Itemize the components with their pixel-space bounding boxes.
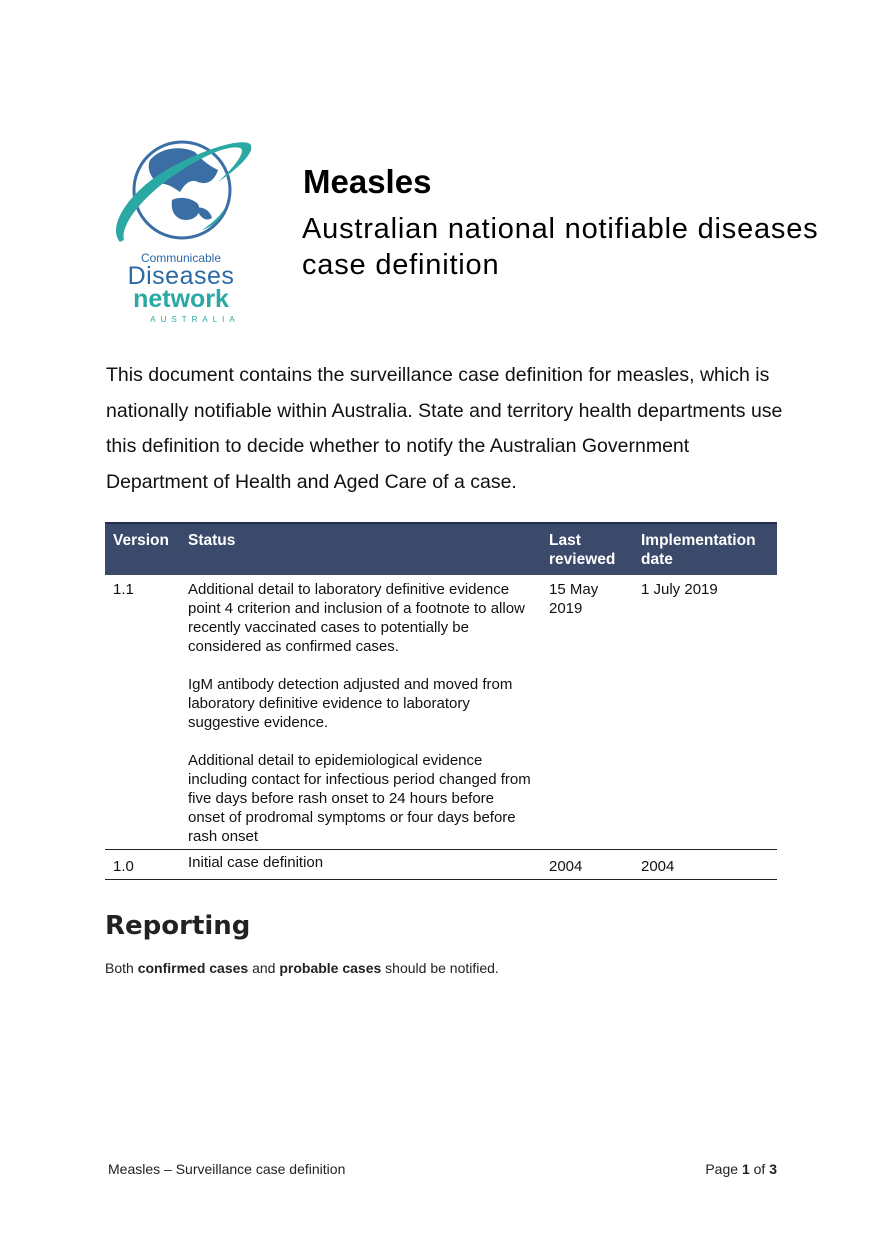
footer-page-number: [705, 1161, 777, 1177]
reporting-text-mid: and: [248, 960, 280, 976]
cell-status: Initial case definition: [180, 850, 541, 880]
header-last-reviewed: Last reviewed: [541, 523, 633, 575]
status-paragraph: Additional detail to epidemiological evidence including contact for infectious period changed from five days before rash onset to 24 hours before onset of prodromal symptoms or four days before rash onset: [188, 752, 531, 845]
cell-implementation-date: 1 July 2019: [633, 575, 777, 850]
page-current: 1: [741, 1161, 750, 1177]
page-label: Page: [705, 1161, 742, 1177]
globe-logo-icon: [110, 130, 260, 255]
confirmed-cases-term: confirmed cases: [137, 960, 249, 976]
cell-last-reviewed: 2004: [541, 850, 633, 880]
table-row: [105, 850, 777, 880]
cell-status: [180, 575, 541, 850]
status-paragraph: IgM antibody detection adjusted and moved from laboratory definitive evidence to laboratory suggestive evidence.: [188, 676, 513, 731]
header-version: Version: [105, 523, 180, 575]
logo-text-network: network: [133, 285, 229, 313]
cell-last-reviewed: 15 May 2019: [541, 575, 633, 850]
table-row: [105, 575, 777, 850]
table-header-row: [105, 523, 777, 575]
page-total: 3: [769, 1161, 777, 1177]
version-history-table: [105, 522, 777, 880]
header-implementation-date: Implementation date: [633, 523, 777, 575]
status-paragraph: Additional detail to laboratory definitive evidence point 4 criterion and inclusion of a footnote to allow recently vaccinated cases to potentially be considered as confirmed cases.: [188, 581, 525, 655]
reporting-text-end: should be notified.: [381, 960, 499, 976]
page-of: of: [749, 1161, 770, 1177]
cell-version: 1.1: [105, 575, 180, 850]
logo-text-communicable: Communicable: [140, 251, 222, 265]
logo-text-australia: AUSTRALIA: [150, 315, 240, 324]
reporting-heading: Reporting: [105, 911, 251, 941]
cdna-logo: [110, 130, 260, 330]
logo-text-diseases: Diseases: [127, 262, 235, 290]
header-status: Status: [180, 523, 541, 575]
cell-version: 1.0: [105, 850, 180, 880]
intro-paragraph: This document contains the surveillance case definition for measles, which is nationally notifiable within Australia. State and territory health departments use this definition to decide whether to notify the Australian Government Department of Health and Aged Care of a case.: [106, 364, 783, 493]
reporting-text-start: Both: [105, 960, 138, 976]
probable-cases-term: probable cases: [279, 960, 382, 976]
cell-implementation-date: 2004: [633, 850, 777, 880]
page-subtitle: Australian national notifiable diseases case definition: [302, 213, 819, 281]
footer-document-title: Measles – Surveillance case definition: [108, 1161, 346, 1177]
reporting-paragraph: [105, 960, 499, 976]
page-title: Measles: [303, 163, 432, 200]
